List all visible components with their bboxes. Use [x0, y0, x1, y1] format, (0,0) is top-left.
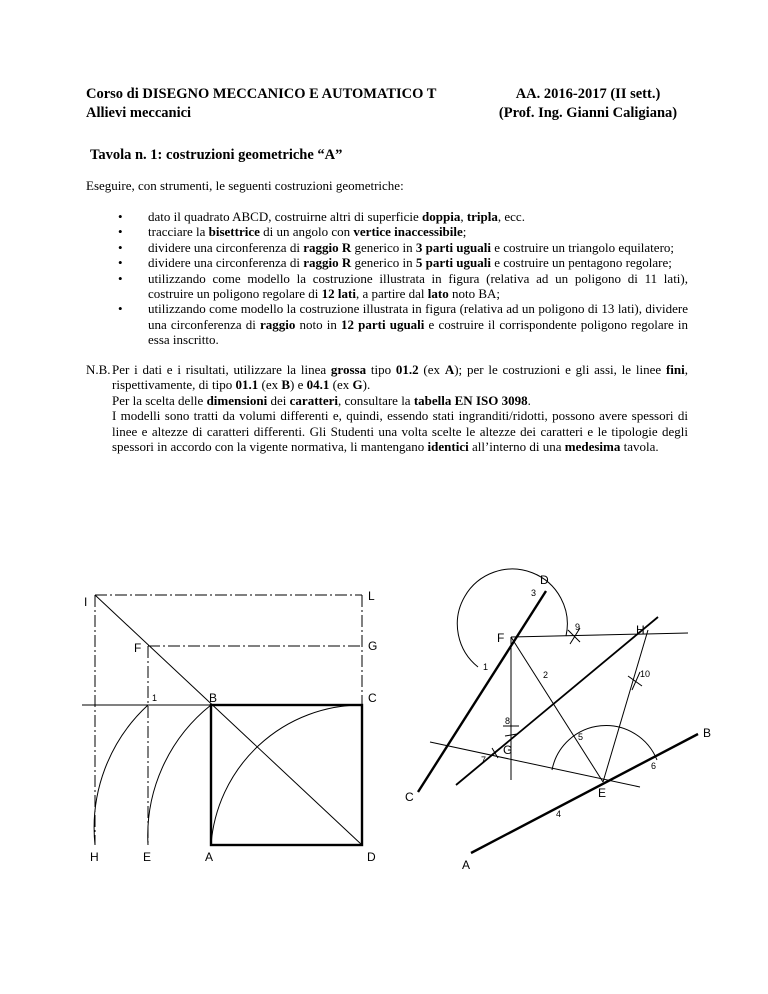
label-e: E [598, 786, 607, 800]
line-h-e [603, 630, 651, 782]
academic-year: AA. 2016-2017 (II sett.) [515, 86, 661, 102]
header-right [478, 85, 698, 123]
notes-label: N.B. [86, 362, 111, 377]
label-g: G [503, 743, 513, 757]
line-f-h [511, 633, 688, 637]
label-2: 2 [543, 670, 549, 680]
arc-e [148, 705, 211, 845]
task-list [148, 209, 688, 348]
course-title: Corso di DISEGNO MECCANICO E AUTOMATICO T [86, 86, 437, 102]
task-item: • dividere una circonferenza di raggio R generico in 3 parti uguali e costruire un triangolo equilatero; [148, 240, 688, 255]
bisector [456, 617, 658, 785]
label-a: A [205, 850, 214, 864]
label-h: H [636, 623, 645, 637]
label-f: F [497, 631, 505, 645]
note-lines: Per i dati e i risultati, utilizzare la linea grossa tipo 01.2 (ex A); per le costruzioni e gli assi, le linee fini, rispettivamente, di tipo 01.1 (ex B) e 04.1 (ex G). [112, 362, 688, 393]
intro-text: Eseguire, con strumenti, le seguenti costruzioni geometriche: [86, 178, 404, 193]
arc-f [457, 569, 567, 667]
figure-squares [82, 595, 362, 845]
diagonal-i-d [95, 595, 362, 845]
task-item: • dato il quadrato ABCD, costruirne altri di superficie doppia, tripla, ecc. [148, 209, 688, 224]
line-f-e [511, 637, 603, 782]
professor-name: (Prof. Ing. Gianni Caligiana) [498, 105, 678, 121]
label-6: 6 [651, 761, 657, 771]
label-e: E [143, 850, 152, 864]
task-item: • tracciare la bisettrice di un angolo con vertice inaccessibile; [148, 224, 688, 239]
construction-figures [0, 555, 768, 994]
note-dimensions: Per la scelta delle dimensioni dei caratteri, consultare la tabella EN ISO 3098. [112, 392, 531, 408]
label-c: C [368, 691, 377, 705]
label-b: B [209, 691, 218, 705]
label-a: A [462, 858, 471, 872]
label-d: D [540, 573, 549, 587]
label-h: H [90, 850, 99, 864]
label-i: I [84, 595, 88, 609]
label-8: 8 [505, 716, 511, 726]
label-l: L [368, 589, 375, 603]
label-f: F [134, 641, 142, 655]
note-models: I modelli sono tratti da volumi differenti e, quindi, essendo stati ingranditi/ridotti, possono avere spessori di linee e altezze di caratteri differenti. Gli Studenti una volta scelte le altezze dei caratteri e le tipologie degli spessori in accordo con la vigente normativa, li mantengano identici all’interno di una medesima tavola. [112, 408, 688, 455]
label-7: 7 [481, 755, 487, 765]
label-c: C [405, 790, 414, 804]
task-item: • utilizzando come modello la costruzione illustrata in figura (relativa ad un poligono di 11 lati), costruire un poligono regolare di 12 lati, a partire dal lato noto BA; [148, 271, 688, 302]
label-d: D [367, 850, 376, 864]
notes-section [86, 362, 688, 454]
task-item: • dividere una circonferenza di raggio R generico in 5 parti uguali e costruire un pentagono regolare; [148, 255, 688, 270]
students-line: Allievi meccanici [86, 105, 192, 121]
label-1: 1 [152, 693, 158, 703]
label-10: 10 [640, 669, 651, 679]
task-item: • utilizzando come modello la costruzione illustrata in figura (relativa ad un poligono di 13 lati), dividere una circonferenza di raggio noto in 12 parti uguali e costruire il corrispondente poligono regolare in essa inscritto. [148, 301, 688, 347]
label-g: G [368, 639, 378, 653]
label-b: B [703, 726, 712, 740]
label-1: 1 [483, 662, 489, 672]
label-5: 5 [578, 732, 584, 742]
header-left [86, 85, 436, 123]
page-title: Tavola n. 1: costruzioni geometriche “A” [90, 147, 343, 163]
label-4: 4 [556, 809, 562, 819]
label-9: 9 [575, 622, 581, 632]
figure-bisector-labels [405, 573, 711, 872]
arc-h [94, 705, 148, 845]
label-3: 3 [531, 588, 537, 598]
